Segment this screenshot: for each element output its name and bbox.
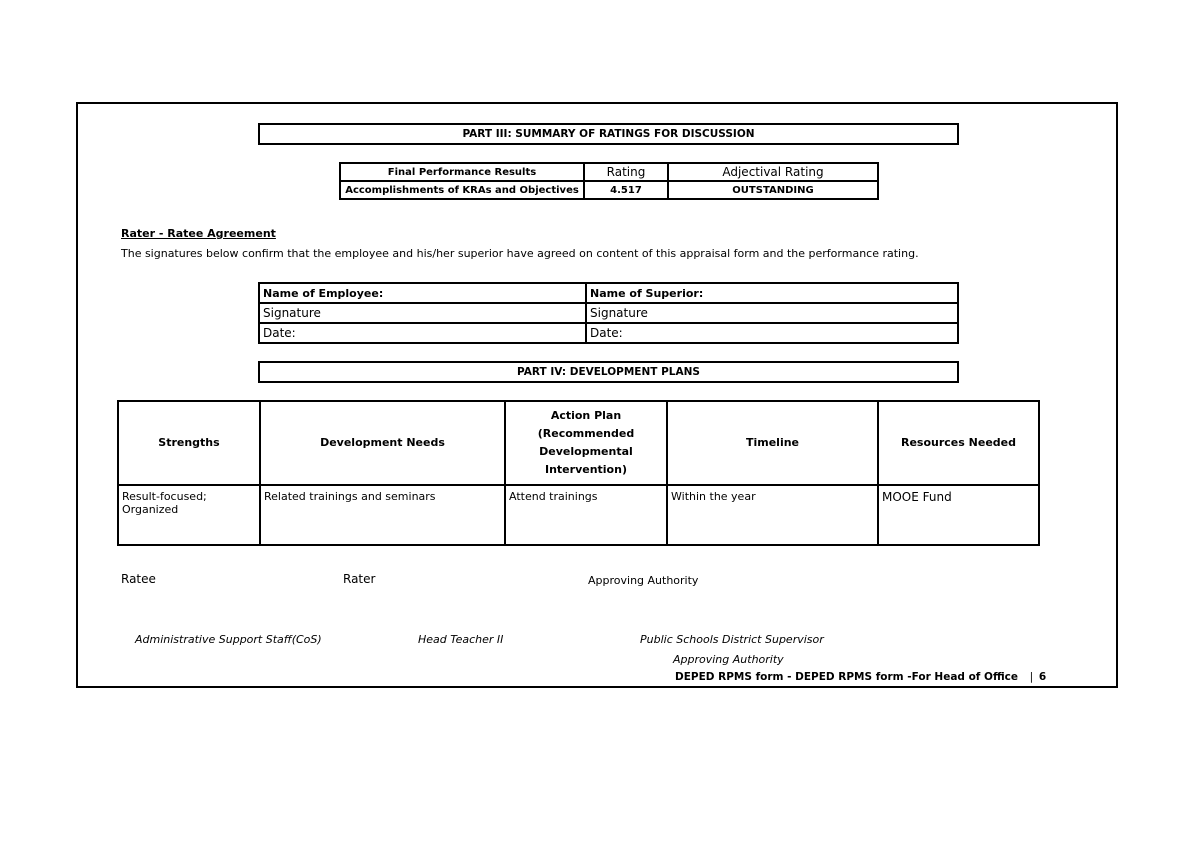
summary-rating: 4.517 xyxy=(584,181,668,199)
superior-date: Date: xyxy=(586,323,958,343)
dev-header: Strengths xyxy=(118,401,260,485)
superior-name-label: Name of Superior: xyxy=(586,283,958,303)
superior-signature: Signature xyxy=(586,303,958,323)
dev-header: Resources Needed xyxy=(878,401,1039,485)
signature-row xyxy=(259,283,958,303)
dev-cell: Within the year xyxy=(667,485,878,545)
approver-position: Public Schools District Supervisor xyxy=(640,633,824,646)
summary-cell: Accomplishments of KRAs and Objectives xyxy=(340,181,584,199)
development-plans-table xyxy=(117,400,1040,546)
part4-title: PART IV: DEVELOPMENT PLANS xyxy=(258,361,959,383)
form-footer xyxy=(675,671,1046,683)
summary-row xyxy=(340,181,878,199)
ratee-position: Administrative Support Staff(CoS) xyxy=(135,633,322,646)
form-label: DEPED RPMS form - DEPED RPMS form -For Head of Office xyxy=(675,671,1019,683)
approving-label: Approving Authority xyxy=(588,574,699,587)
ratee-label: Ratee xyxy=(121,572,156,586)
summary-table xyxy=(339,162,879,200)
page-number: 6 xyxy=(1038,671,1047,683)
summary-header: Adjectival Rating xyxy=(668,163,878,181)
dev-header: Timeline xyxy=(667,401,878,485)
dev-cell: Result-focused; Organized xyxy=(118,485,260,545)
rater-label: Rater xyxy=(343,572,376,586)
signature-table xyxy=(258,282,959,344)
agreement-heading: Rater - Ratee Agreement xyxy=(121,227,276,240)
agreement-text: The signatures below confirm that the employee and his/her superior have agreed on content of this appraisal form and the performance rating. xyxy=(121,247,919,260)
dev-header-row xyxy=(118,401,1039,485)
dev-cell: MOOE Fund xyxy=(878,485,1039,545)
approver-title: Approving Authority xyxy=(673,653,784,666)
rater-position: Head Teacher II xyxy=(418,633,504,646)
employee-date: Date: xyxy=(259,323,586,343)
dev-header: Development Needs xyxy=(260,401,505,485)
employee-signature: Signature xyxy=(259,303,586,323)
dev-row xyxy=(118,485,1039,545)
dev-header: Action Plan (Recommended Developmental Intervention) xyxy=(505,401,667,485)
summary-header: Rating xyxy=(584,163,668,181)
signature-row xyxy=(259,323,958,343)
summary-header: Final Performance Results xyxy=(340,163,584,181)
summary-header-row xyxy=(340,163,878,181)
page-separator: | xyxy=(1029,671,1034,683)
summary-adjectival: OUTSTANDING xyxy=(668,181,878,199)
employee-name-label: Name of Employee: xyxy=(259,283,586,303)
dev-cell: Related trainings and seminars xyxy=(260,485,505,545)
dev-cell: Attend trainings xyxy=(505,485,667,545)
signature-row xyxy=(259,303,958,323)
part3-title: PART III: SUMMARY OF RATINGS FOR DISCUSSION xyxy=(258,123,959,145)
